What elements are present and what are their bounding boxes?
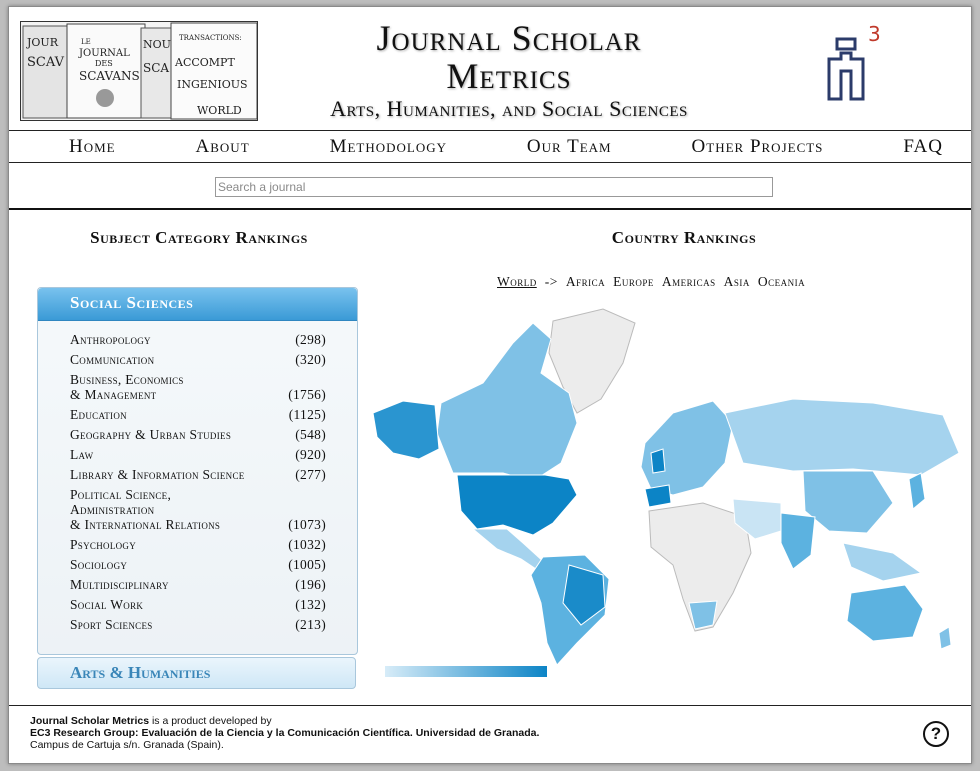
header-divider bbox=[9, 208, 971, 210]
category-item[interactable] bbox=[70, 332, 326, 347]
svg-text:TRANSACTIONS:: TRANSACTIONS: bbox=[179, 34, 242, 42]
svg-text:ACCOMPT: ACCOMPT bbox=[175, 56, 235, 69]
nav-about[interactable]: About bbox=[195, 135, 250, 157]
svg-text:SCA: SCA bbox=[143, 61, 170, 75]
category-item[interactable] bbox=[70, 352, 326, 367]
category-count: (548) bbox=[295, 427, 326, 442]
svg-text:3: 3 bbox=[868, 22, 881, 46]
region-selector bbox=[497, 274, 805, 290]
category-name: Political Science, Administration & International Relations bbox=[70, 487, 221, 532]
banner-image bbox=[20, 21, 258, 121]
nav-other-projects[interactable]: Other Projects bbox=[691, 135, 824, 157]
social-sciences-header[interactable]: Social Sciences bbox=[38, 288, 357, 321]
map-alaska bbox=[373, 401, 439, 459]
world-choropleth-map[interactable] bbox=[373, 303, 965, 667]
nav-our-team[interactable]: Our Team bbox=[526, 135, 612, 157]
category-name: Library & Information Science bbox=[70, 467, 245, 482]
category-name: Law bbox=[70, 447, 94, 462]
category-item[interactable] bbox=[70, 617, 326, 632]
site-title-line2: Metrics bbox=[446, 56, 572, 96]
help-button[interactable]: ? bbox=[923, 721, 949, 747]
category-count: (1073) bbox=[288, 517, 326, 532]
map-china bbox=[803, 471, 893, 533]
region-asia[interactable]: Asia bbox=[723, 274, 750, 289]
category-count: (298) bbox=[295, 332, 326, 347]
region-oceania[interactable]: Oceania bbox=[757, 274, 806, 289]
region-africa[interactable]: Africa bbox=[565, 274, 606, 289]
map-japan bbox=[909, 473, 925, 509]
category-name: Business, Economics & Management bbox=[70, 372, 184, 402]
category-name: Education bbox=[70, 407, 127, 422]
main-nav bbox=[9, 130, 971, 163]
category-item[interactable] bbox=[70, 537, 326, 552]
footer-divider bbox=[9, 705, 971, 706]
category-item[interactable] bbox=[70, 597, 326, 612]
subject-rankings-heading: Subject Category Rankings bbox=[90, 228, 308, 247]
arts-humanities-panel[interactable]: Arts & Humanities bbox=[37, 657, 356, 689]
footer bbox=[30, 715, 539, 751]
map-australia bbox=[847, 585, 923, 641]
category-name: Communication bbox=[70, 352, 155, 367]
category-name: Anthropology bbox=[70, 332, 151, 347]
category-count: (1032) bbox=[288, 537, 326, 552]
map-new-zealand bbox=[939, 627, 951, 649]
page-frame bbox=[8, 6, 972, 764]
category-name: Psychology bbox=[70, 537, 137, 552]
map-uk bbox=[651, 449, 665, 473]
category-count: (196) bbox=[295, 577, 326, 592]
map-india bbox=[781, 513, 815, 569]
category-item[interactable] bbox=[70, 467, 326, 482]
map-color-legend bbox=[385, 666, 547, 677]
svg-text:JOURNAL: JOURNAL bbox=[79, 48, 130, 59]
site-subtitle: Arts, Humanities, and Social Sciences bbox=[330, 96, 688, 121]
category-count: (320) bbox=[295, 352, 326, 367]
footer-line1 bbox=[30, 715, 539, 727]
map-mexico bbox=[473, 529, 545, 571]
footer-product: Journal Scholar Metrics bbox=[30, 715, 150, 727]
map-spain bbox=[645, 485, 671, 507]
nav-home[interactable]: Home bbox=[69, 135, 116, 157]
footer-address: Campus de Cartuja s/n. Granada (Spain). bbox=[30, 739, 224, 751]
map-southeast-asia bbox=[843, 543, 921, 581]
map-usa bbox=[457, 475, 577, 535]
svg-text:NOU: NOU bbox=[143, 38, 171, 51]
category-count: (132) bbox=[295, 597, 326, 612]
svg-text:SCAV: SCAV bbox=[27, 55, 64, 70]
map-russia bbox=[725, 399, 959, 475]
category-item[interactable] bbox=[70, 487, 326, 532]
nav-faq[interactable]: FAQ bbox=[903, 135, 943, 157]
svg-text:SCAVANS: SCAVANS bbox=[79, 69, 140, 83]
category-name: Multidisciplinary bbox=[70, 577, 169, 592]
category-item[interactable] bbox=[70, 407, 326, 422]
map-europe bbox=[641, 401, 733, 495]
category-item[interactable] bbox=[70, 447, 326, 462]
region-arrow: -> bbox=[544, 274, 558, 289]
footer-group: EC3 Research Group: Evaluación de la Ciencia y la Comunicación Científica. Universidad de Granada. bbox=[30, 727, 540, 739]
region-americas[interactable]: Americas bbox=[661, 274, 716, 289]
category-count: (213) bbox=[295, 617, 326, 632]
nav-methodology[interactable]: Methodology bbox=[329, 135, 447, 157]
svg-text:WORLD: WORLD bbox=[197, 104, 242, 117]
ec3-logo bbox=[821, 19, 881, 109]
site-title-line1: Journal Scholar bbox=[376, 18, 642, 58]
category-name: Geography & Urban Studies bbox=[70, 427, 232, 442]
category-count: (1005) bbox=[288, 557, 326, 572]
social-sciences-panel bbox=[37, 287, 358, 655]
site-title bbox=[259, 19, 759, 123]
category-list bbox=[70, 332, 326, 637]
svg-text:LE: LE bbox=[81, 38, 91, 46]
category-count: (1125) bbox=[288, 407, 326, 422]
country-rankings-heading: Country Rankings bbox=[611, 228, 757, 247]
category-name: Social Work bbox=[70, 597, 144, 612]
region-world[interactable]: World bbox=[497, 274, 537, 289]
region-europe[interactable]: Europe bbox=[613, 274, 654, 289]
category-item[interactable] bbox=[70, 372, 326, 402]
journal-search-input[interactable] bbox=[215, 177, 773, 197]
category-name: Sociology bbox=[70, 557, 128, 572]
svg-text:INGENIOUS: INGENIOUS bbox=[177, 78, 248, 91]
footer-product-suffix: is a product developed by bbox=[149, 715, 272, 727]
svg-text:DES: DES bbox=[95, 59, 113, 68]
category-count: (277) bbox=[295, 467, 326, 482]
category-count: (1756) bbox=[288, 387, 326, 402]
category-item[interactable] bbox=[70, 427, 326, 442]
category-count: (920) bbox=[295, 447, 326, 462]
category-item[interactable] bbox=[70, 557, 326, 572]
category-name: Sport Sciences bbox=[70, 617, 153, 632]
category-item[interactable] bbox=[70, 577, 326, 592]
svg-text:JOUR: JOUR bbox=[27, 36, 58, 49]
